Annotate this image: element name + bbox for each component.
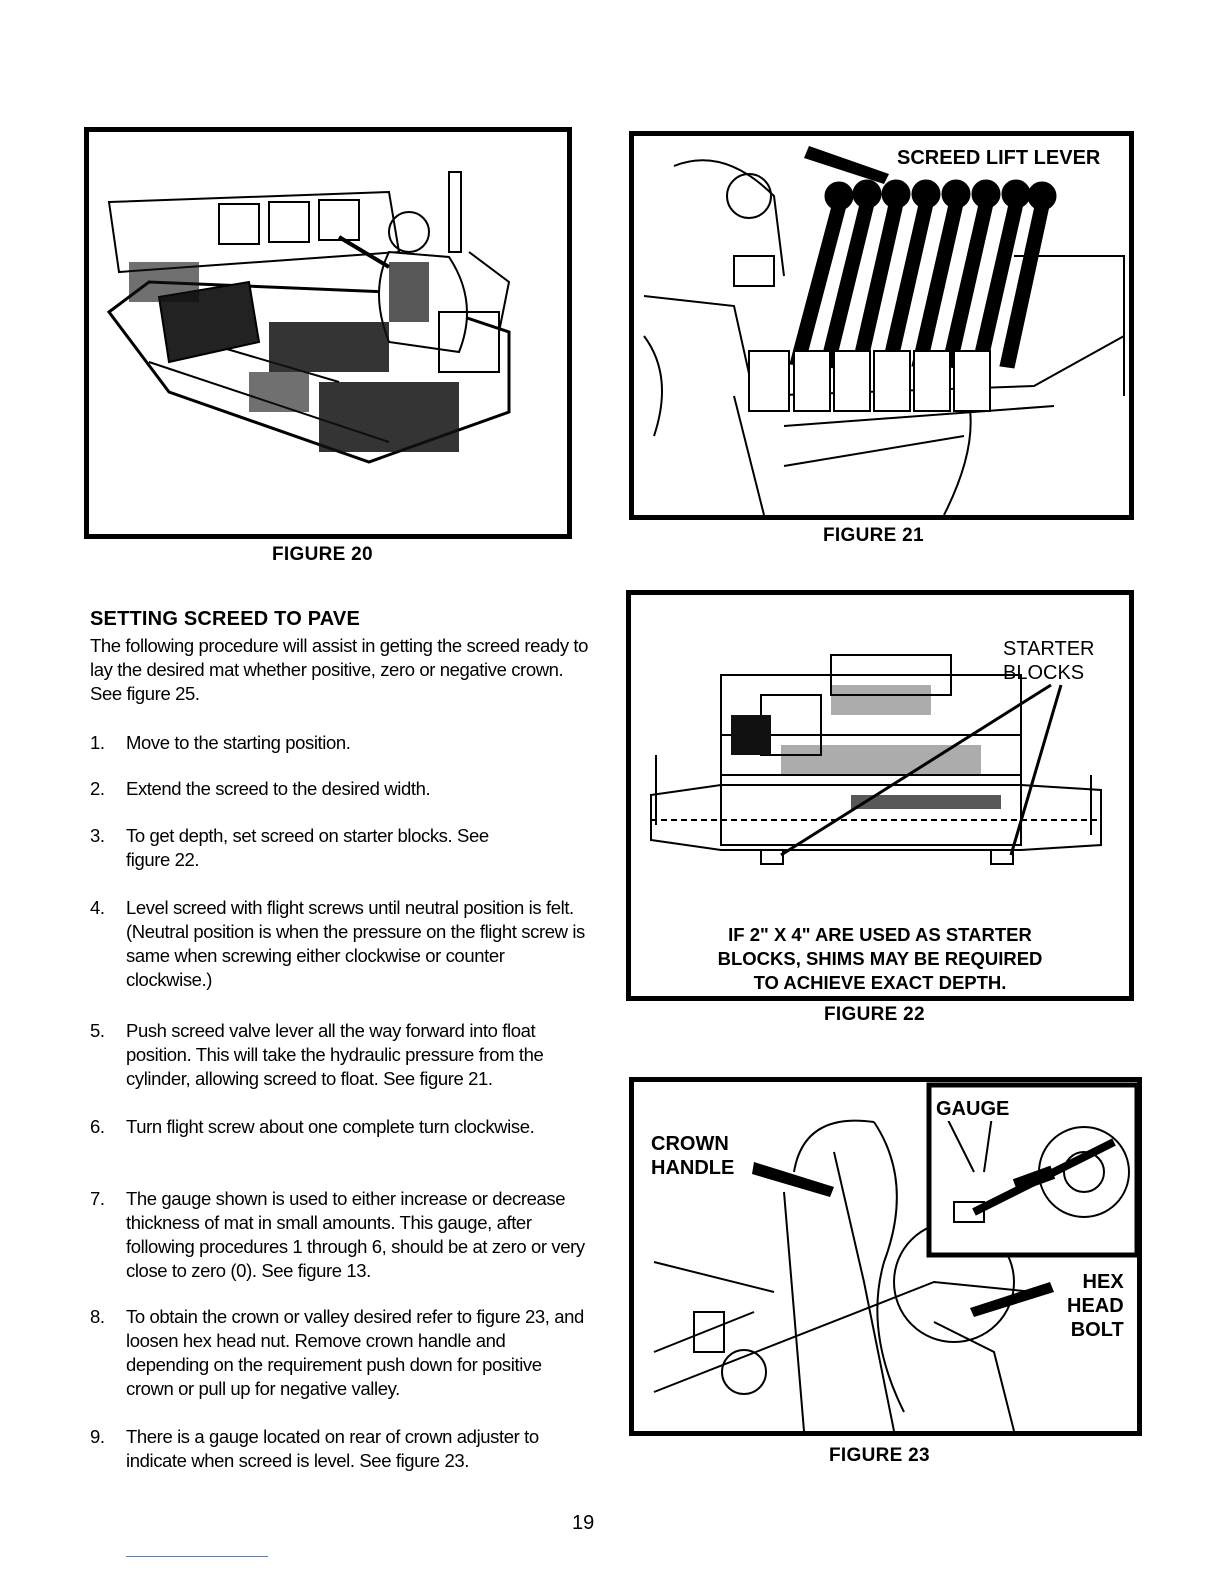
figure-22-note-line-3: TO ACHIEVE EXACT DEPTH. (753, 972, 1007, 993)
section-heading: SETTING SCREED TO PAVE (90, 608, 360, 630)
head-label-line: HEAD (1067, 1295, 1124, 1317)
hex-label-line: HEX (1082, 1271, 1124, 1293)
step-number: 3. (90, 825, 105, 846)
step-text: Level screed with flight screws until neutral position is felt. (Neutral position is when the pressure on the flight screw is same when screwing either clockwise or counter clockwise.) (126, 897, 585, 990)
step-number: 5. (90, 1020, 105, 1041)
starter-label-line: STARTER (1003, 638, 1095, 660)
bolt-label-line: BOLT (1070, 1319, 1124, 1341)
step-text: Turn flight screw about one complete turn clockwise. (126, 1116, 535, 1137)
step-number: 7. (90, 1188, 105, 1209)
figure-23-image (629, 1077, 1142, 1436)
step-number: 6. (90, 1116, 105, 1137)
step-text: Extend the screed to the desired width. (126, 778, 431, 799)
figure-20-caption: FIGURE 20 (272, 544, 373, 565)
figure-23-caption: FIGURE 23 (829, 1445, 930, 1466)
step-number: 1. (90, 732, 105, 753)
screed-lift-lever-label: SCREED LIFT LEVER (897, 147, 1101, 169)
section-intro: The following procedure will assist in getting the screed ready to lay the desired mat whether positive, zero or negative crown. See figure 25. (90, 635, 589, 704)
figure-21-caption: FIGURE 21 (823, 525, 924, 546)
step-text: Push screed valve lever all the way forward into float position. This will take the hydraulic pressure from the cylinder, allowing screed to float. See figure 21. (126, 1020, 544, 1089)
step-text: To obtain the crown or valley desired refer to figure 23, and loosen hex head nut. Remove crown handle and depending on the requirement push down for positive crown or pull up for negative valley. (126, 1306, 584, 1399)
gauge-label: GAUGE (936, 1098, 1010, 1120)
figure-22-caption: FIGURE 22 (824, 1004, 925, 1025)
step-text: Move to the starting position. (126, 732, 351, 753)
footer-rule (126, 1556, 268, 1557)
page-number: 19 (572, 1512, 595, 1534)
step-number: 4. (90, 897, 105, 918)
figure-20-image (84, 127, 572, 539)
step-text: To get depth, set screed on starter blocks. See figure 22. (126, 825, 489, 870)
step-number: 2. (90, 778, 105, 799)
crown-handle-label (651, 1132, 734, 1180)
handle-label-line: HANDLE (651, 1157, 735, 1179)
step-text: There is a gauge located on rear of crown adjuster to indicate when screed is level. See figure 23. (126, 1426, 539, 1471)
figure-21-image (629, 131, 1134, 520)
step-text: The gauge shown is used to either increase or decrease thickness of mat in small amounts. This gauge, after following procedures 1 through 6, should be at zero or very close to zero (0). See figure 13. (126, 1188, 585, 1281)
crown-label-line: CROWN (651, 1133, 729, 1155)
hex-head-bolt-label (1067, 1270, 1124, 1342)
figure-22-note-line-2: BLOCKS, SHIMS MAY BE REQUIRED (717, 948, 1043, 969)
step-number: 8. (90, 1306, 105, 1327)
blocks-label-line: BLOCKS (1003, 662, 1085, 684)
step-number: 9. (90, 1426, 105, 1447)
figure-22-image (626, 590, 1134, 1001)
starter-blocks-label (1003, 637, 1095, 685)
figure-22-note-line-1: IF 2" X 4" ARE USED AS STARTER (728, 924, 1032, 945)
